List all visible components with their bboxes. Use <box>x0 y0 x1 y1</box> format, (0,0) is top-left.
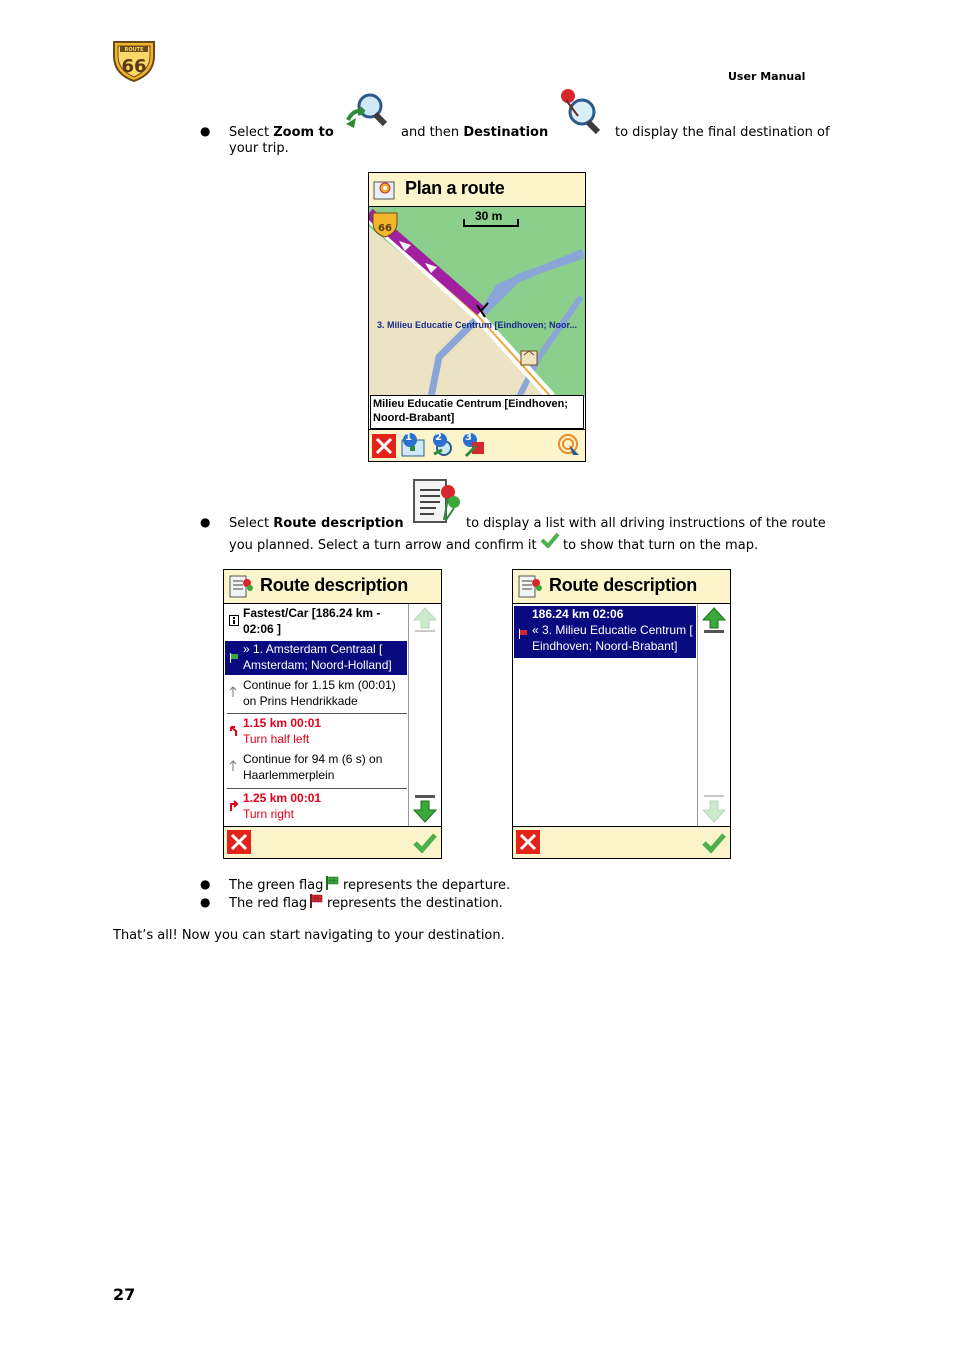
separator <box>227 788 407 789</box>
route-item-destination[interactable]: 186.24 km 02:06 « 3. Milieu Educatie Centrum [ Eindhoven; Noord-Brabant] <box>514 606 696 658</box>
plan-route-softbar <box>369 429 585 461</box>
bullet-dot: ● <box>200 877 211 891</box>
waypoint-1-icon[interactable]: 1 <box>400 432 428 458</box>
bullet2-text: Select Route description <box>229 516 404 531</box>
bullet4-text-b: represents the destination. <box>327 896 503 911</box>
close-icon[interactable] <box>372 434 396 458</box>
separator <box>227 713 407 714</box>
check-icon <box>540 532 560 548</box>
bullet3-text-b: represents the departure. <box>343 878 511 893</box>
bullet2-line2a: you planned. Select a turn arrow and confirm it <box>229 538 537 553</box>
header-title: User Manual <box>728 70 806 83</box>
route-item-continue-1[interactable]: Continue for 1.15 km (00:01) on Prins Hendrikkade <box>225 677 407 711</box>
red-flag-icon <box>309 894 323 908</box>
closing-text: That’s all! Now you can start navigating to your destination. <box>113 928 505 943</box>
bullet2-text-post: to display a list with all driving instructions of the route <box>466 516 826 531</box>
route-description-title-icon <box>228 574 254 600</box>
map-caption: Milieu Educatie Centrum [Eindhoven; Noord-Brabant] <box>370 395 584 429</box>
route1-title: Route description <box>260 575 408 595</box>
bullet1-text: Select Zoom to <box>229 125 334 140</box>
bullet-dot: ● <box>200 895 211 909</box>
page-number: 27 <box>113 1285 136 1304</box>
bullet1-line2: your trip. <box>229 141 289 156</box>
route2-scrollbar[interactable] <box>697 604 730 826</box>
bullet2-line2b: to show that turn on the map. <box>563 538 759 553</box>
destination-icon <box>556 86 608 136</box>
bullet-dot: ● <box>200 124 211 138</box>
plan-route-titlebar <box>369 173 585 207</box>
route-item-continue-2[interactable]: Continue for 94 m (6 s) on Haarlemmerplein <box>225 751 407 785</box>
route-description-icon <box>410 476 462 528</box>
bullet-dot: ● <box>200 515 211 529</box>
svg-text:ROUTE: ROUTE <box>124 47 144 53</box>
route2-softbar <box>513 826 730 858</box>
info-icon <box>229 614 239 630</box>
half-left-arrow-icon <box>229 725 239 741</box>
target-icon[interactable] <box>557 433 581 457</box>
route-66-logo <box>110 36 158 82</box>
route-description-title-icon <box>517 574 543 600</box>
scroll-down-icon[interactable] <box>701 794 727 824</box>
route-summary-item[interactable]: Fastest/Car [186.24 km - 02:06 ] <box>225 605 407 639</box>
route1-titlebar <box>224 570 441 604</box>
straight-arrow-icon <box>229 760 237 776</box>
map-view[interactable] <box>369 207 585 397</box>
confirm-check-icon[interactable] <box>412 832 438 854</box>
green-flag-icon <box>325 876 339 890</box>
waypoint-2-icon[interactable]: 2 <box>430 432 458 458</box>
route2-title: Route description <box>549 575 697 595</box>
route2-titlebar <box>513 570 730 604</box>
svg-text:66: 66 <box>121 56 147 77</box>
scroll-down-icon[interactable] <box>412 794 438 824</box>
close-icon[interactable] <box>227 830 251 854</box>
scroll-up-icon[interactable] <box>701 606 727 634</box>
plan-route-screen <box>368 172 586 462</box>
scroll-up-icon[interactable] <box>412 606 438 634</box>
confirm-check-icon[interactable] <box>701 832 727 854</box>
route1-scrollbar[interactable] <box>408 604 441 826</box>
route-description-screen-1 <box>223 569 442 859</box>
route-item-departure[interactable]: » 1. Amsterdam Centraal [ Amsterdam; Noord-Holland] <box>225 641 407 675</box>
bullet4-text-a: The red flag <box>229 896 308 911</box>
zoom-to-icon <box>344 90 390 132</box>
straight-arrow-icon <box>229 686 237 702</box>
right-arrow-icon <box>229 800 239 816</box>
map-scale-label: 30 m <box>475 209 503 223</box>
route-description-screen-2 <box>512 569 731 859</box>
plan-route-icon <box>373 179 397 201</box>
waypoint-3-icon[interactable]: 3 <box>460 432 488 458</box>
route1-softbar <box>224 826 441 858</box>
close-icon[interactable] <box>516 830 540 854</box>
bullet1-text-post: to display the final destination of <box>615 125 830 140</box>
red-flag-icon <box>518 627 528 643</box>
green-flag-icon <box>229 651 239 667</box>
bullet3-text-a: The green flag <box>229 878 324 893</box>
map-poi-label: 3. Milieu Educatie Centrum [Eindhoven; Noor... <box>377 320 578 330</box>
route-item-turn-right[interactable]: 1.25 km 00:01 Turn right <box>225 790 407 824</box>
svg-text:66: 66 <box>378 223 392 234</box>
bullet1-text-mid: and then Destination <box>401 125 549 140</box>
route-item-turn-half-left[interactable]: 1.15 km 00:01 Turn half left <box>225 715 407 749</box>
plan-route-title: Plan a route <box>405 178 505 198</box>
